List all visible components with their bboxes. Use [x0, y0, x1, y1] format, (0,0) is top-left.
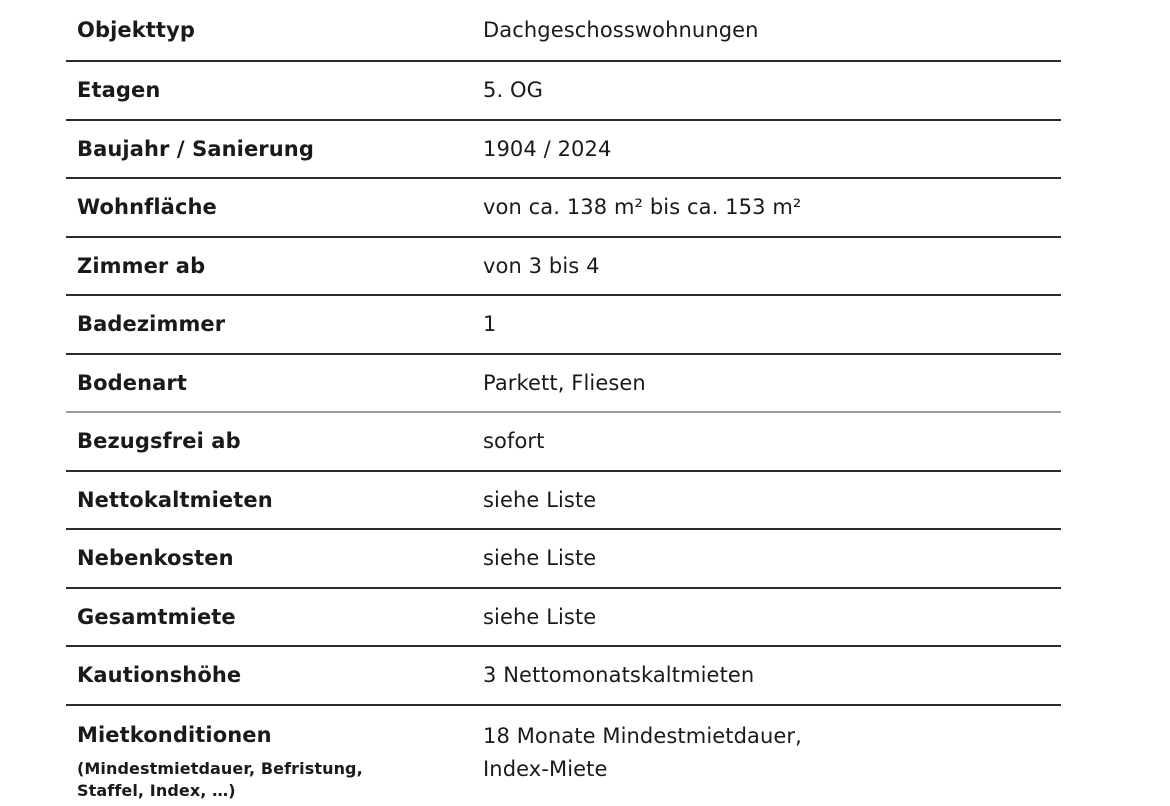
row-label: Kautionshöhe — [77, 663, 242, 688]
row-value: sofort — [483, 429, 545, 454]
row-sublabel-line: Staffel, Index, …) — [77, 780, 236, 800]
row-label: Bezugsfrei ab — [77, 429, 241, 454]
row-value: siehe Liste — [483, 546, 597, 571]
row-sublabel-line: (Mindestmietdauer, Befristung, — [77, 758, 363, 778]
table-row — [66, 238, 1061, 297]
table-row — [66, 530, 1061, 589]
row-label: Badezimmer — [77, 312, 226, 337]
table-row — [66, 179, 1061, 238]
row-value: von 3 bis 4 — [483, 253, 600, 278]
row-value-line: 18 Monate Mindestmietdauer, — [483, 723, 802, 748]
table-row — [66, 121, 1061, 180]
row-value: 5. OG — [483, 78, 544, 103]
table-row — [66, 706, 1061, 806]
row-value: 1 — [483, 312, 497, 337]
row-label-main: Mietkonditionen — [77, 722, 272, 747]
row-label: Baujahr / Sanierung — [77, 136, 314, 161]
row-value: 3 Nettomonatskaltmieten — [483, 663, 755, 688]
row-label: Zimmer ab — [77, 253, 206, 278]
row-value-line: Index-Miete — [483, 756, 608, 781]
row-label — [66, 720, 483, 802]
row-value: siehe Liste — [483, 604, 597, 629]
table-row — [66, 0, 1061, 62]
property-details-table — [66, 0, 1061, 806]
row-value: siehe Liste — [483, 487, 597, 512]
table-row — [66, 355, 1061, 414]
table-row — [66, 413, 1061, 472]
table-row — [66, 589, 1061, 648]
row-value: Dachgeschosswohnungen — [483, 18, 759, 42]
row-label: Wohnfläche — [77, 195, 217, 220]
row-label: Etagen — [77, 78, 161, 103]
table-row — [66, 62, 1061, 121]
row-label: Gesamtmiete — [77, 604, 236, 629]
row-label: Nebenkosten — [77, 546, 234, 571]
row-value: 1904 / 2024 — [483, 136, 612, 161]
row-value: Parkett, Fliesen — [483, 370, 646, 395]
row-label: Nettokaltmieten — [77, 487, 273, 512]
table-row — [66, 296, 1061, 355]
row-value — [483, 720, 1061, 786]
table-row — [66, 647, 1061, 706]
row-value: von ca. 138 m² bis ca. 153 m² — [483, 195, 802, 220]
row-label: Objekttyp — [77, 18, 195, 42]
row-sublabel — [77, 758, 483, 802]
row-label: Bodenart — [77, 370, 188, 395]
table-row — [66, 472, 1061, 531]
